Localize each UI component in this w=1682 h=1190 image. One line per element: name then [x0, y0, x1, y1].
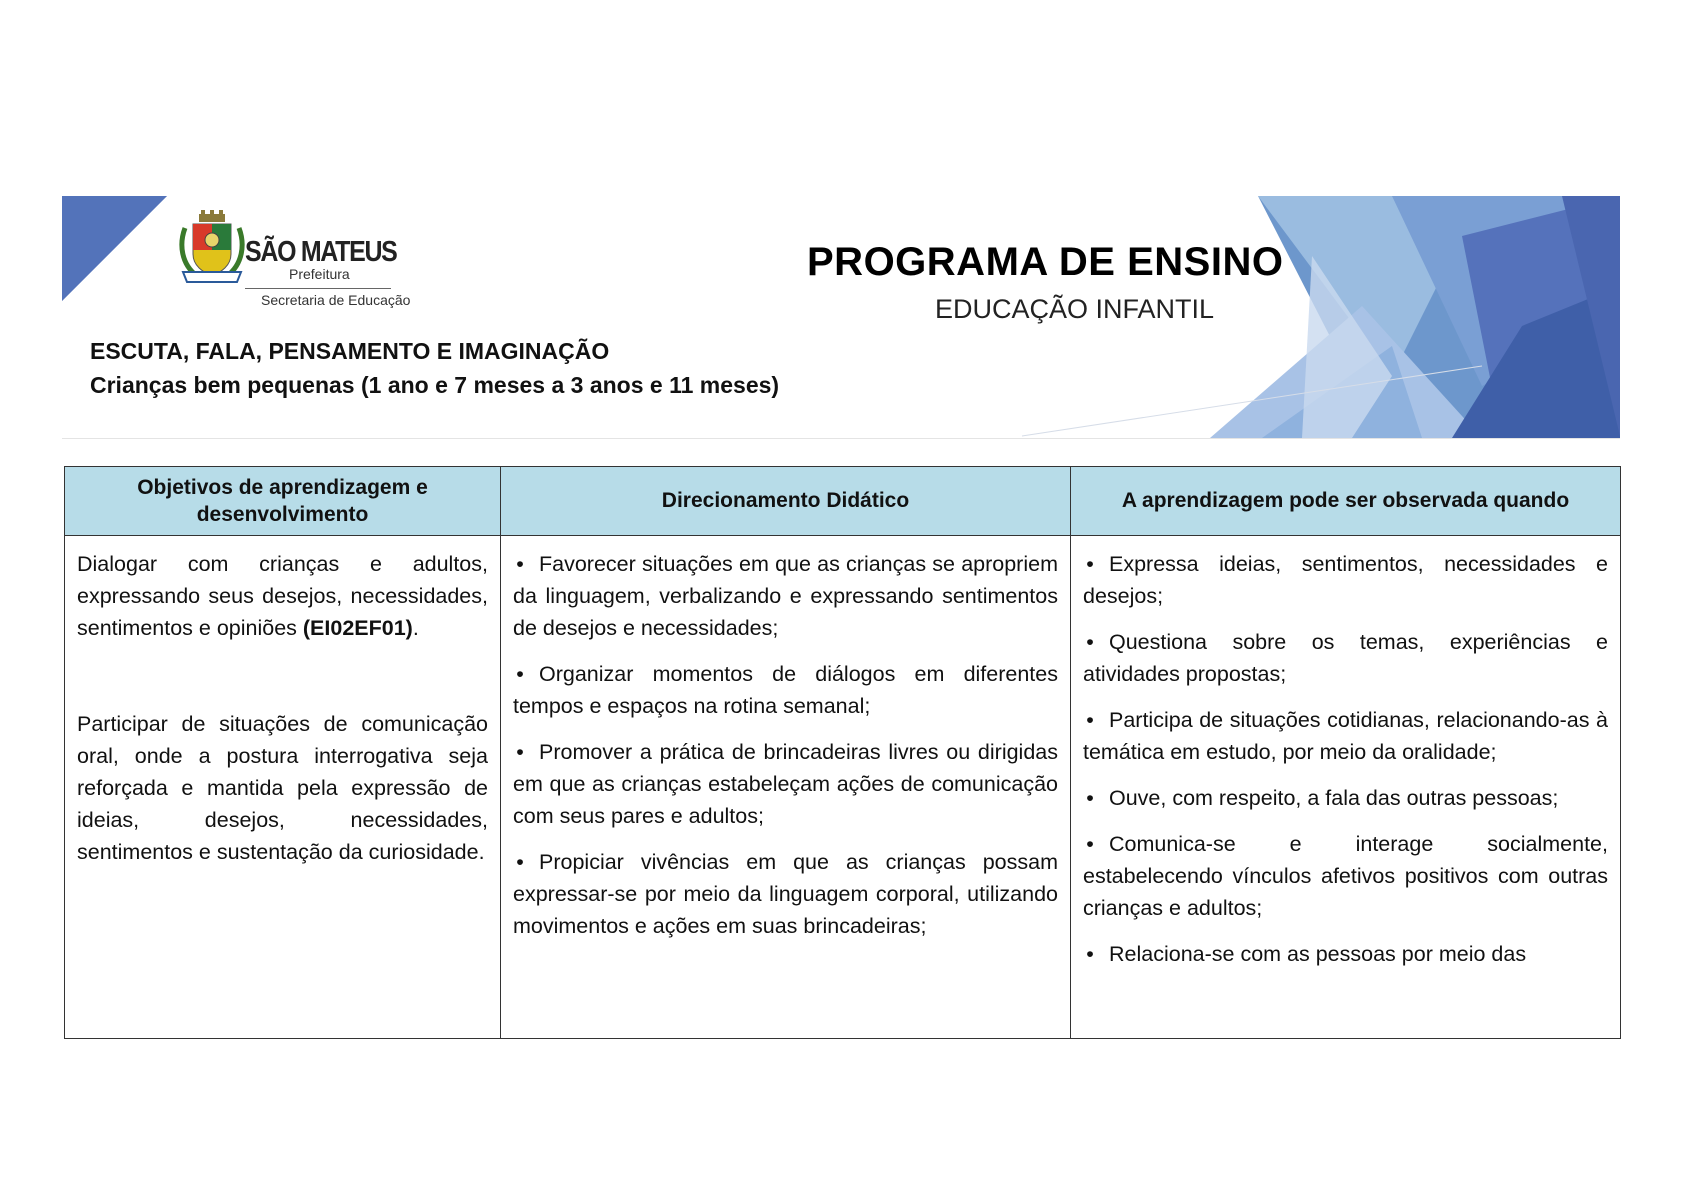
didactic-cell	[501, 536, 1071, 1039]
bncc-code: (EI02EF01)	[302, 616, 413, 640]
page-title: PROGRAMA DE ENSINO	[807, 240, 1284, 284]
list-item-text: Questiona sobre os temas, experiências e atividades propostas;	[1083, 630, 1608, 686]
list-item	[1083, 828, 1608, 924]
department-name: Secretaria de Educação	[261, 292, 411, 308]
list-item-text: Propiciar vivências em que as crianças possam expressar-se por meio da linguagem corporal, utilizando movimentos e ações em suas brincadeiras;	[513, 850, 1058, 938]
didactic-list	[513, 548, 1058, 942]
objective-item	[77, 708, 488, 868]
observations-cell	[1071, 536, 1621, 1039]
list-item-text: Organizar momentos de diálogos em diferentes tempos e espaços na rotina semanal;	[513, 662, 1058, 718]
list-item	[1083, 548, 1608, 612]
logo-divider	[245, 288, 391, 289]
list-item-text: Relaciona-se com as pessoas por meio das	[1109, 942, 1527, 966]
list-item-text: Participa de situações cotidianas, relacionando-as à temática em estudo, por meio da oralidade;	[1083, 708, 1608, 764]
bullet-icon: •	[1086, 832, 1094, 856]
prefeitura-logo	[179, 210, 411, 310]
header-banner	[62, 196, 1620, 439]
bullet-icon: •	[516, 662, 524, 686]
observations-list	[1083, 548, 1608, 970]
list-item-text: Favorecer situações em que as crianças se apropriem da linguagem, verbalizando e expressando sentimentos de desejos e necessidades;	[513, 552, 1058, 640]
objective-text: Participar de situações de comunicação oral, onde a postura interrogativa seja reforçada e mantida pela expressão de ideias, desejos, necessidades, sentimentos e sustentação da curiosidade.	[77, 712, 488, 864]
list-item-text: Promover a prática de brincadeiras livres ou dirigidas em que as crianças estabeleçam ações de comunicação com seus pares e adultos;	[513, 740, 1058, 828]
bullet-icon: •	[516, 740, 524, 764]
list-item	[513, 658, 1058, 722]
brand-name: SÃO MATEUS	[245, 236, 397, 268]
bullet-icon: •	[1086, 942, 1094, 966]
list-item	[513, 736, 1058, 832]
header-didactic: Direcionamento Didático	[501, 467, 1071, 536]
list-item	[1083, 626, 1608, 690]
objective-item	[77, 548, 488, 644]
list-item	[1083, 704, 1608, 768]
table-row	[65, 536, 1621, 1039]
objectives-cell	[65, 536, 501, 1039]
list-item	[513, 548, 1058, 644]
bullet-icon: •	[516, 552, 524, 576]
topic-heading: ESCUTA, FALA, PENSAMENTO E IMAGINAÇÃO	[90, 338, 610, 364]
list-item-text: Expressa ideias, sentimentos, necessidades e desejos;	[1083, 552, 1608, 608]
objective-text: Dialogar com crianças e adultos, expressando seus desejos, necessidades, sentimentos e opiniões	[77, 552, 488, 640]
list-item	[1083, 782, 1608, 814]
header-objectives: Objetivos de aprendizagem e desenvolvimento	[65, 467, 501, 536]
list-item-text: Ouve, com respeito, a fala das outras pessoas;	[1109, 786, 1559, 810]
list-item	[513, 846, 1058, 942]
bullet-icon: •	[1086, 708, 1094, 732]
age-group-heading: Crianças bem pequenas (1 ano e 7 meses a 3 anos e 11 meses)	[90, 372, 780, 398]
list-item-text: Comunica-se e interage socialmente, estabelecendo vínculos afetivos positivos com outras crianças e adultos;	[1083, 832, 1608, 920]
bullet-icon: •	[1086, 786, 1094, 810]
coat-of-arms-icon	[179, 210, 245, 288]
table-header-row	[65, 467, 1621, 536]
page-subtitle: EDUCAÇÃO INFANTIL	[935, 294, 1215, 324]
curriculum-table	[64, 466, 1621, 1039]
list-item	[1083, 938, 1608, 970]
bullet-icon: •	[516, 850, 524, 874]
bullet-icon: •	[1086, 630, 1094, 654]
brand-subtitle: Prefeitura	[289, 266, 350, 282]
bullet-icon: •	[1086, 552, 1094, 576]
header-observations: A aprendizagem pode ser observada quando	[1071, 467, 1621, 536]
objective-suffix: .	[412, 616, 419, 640]
